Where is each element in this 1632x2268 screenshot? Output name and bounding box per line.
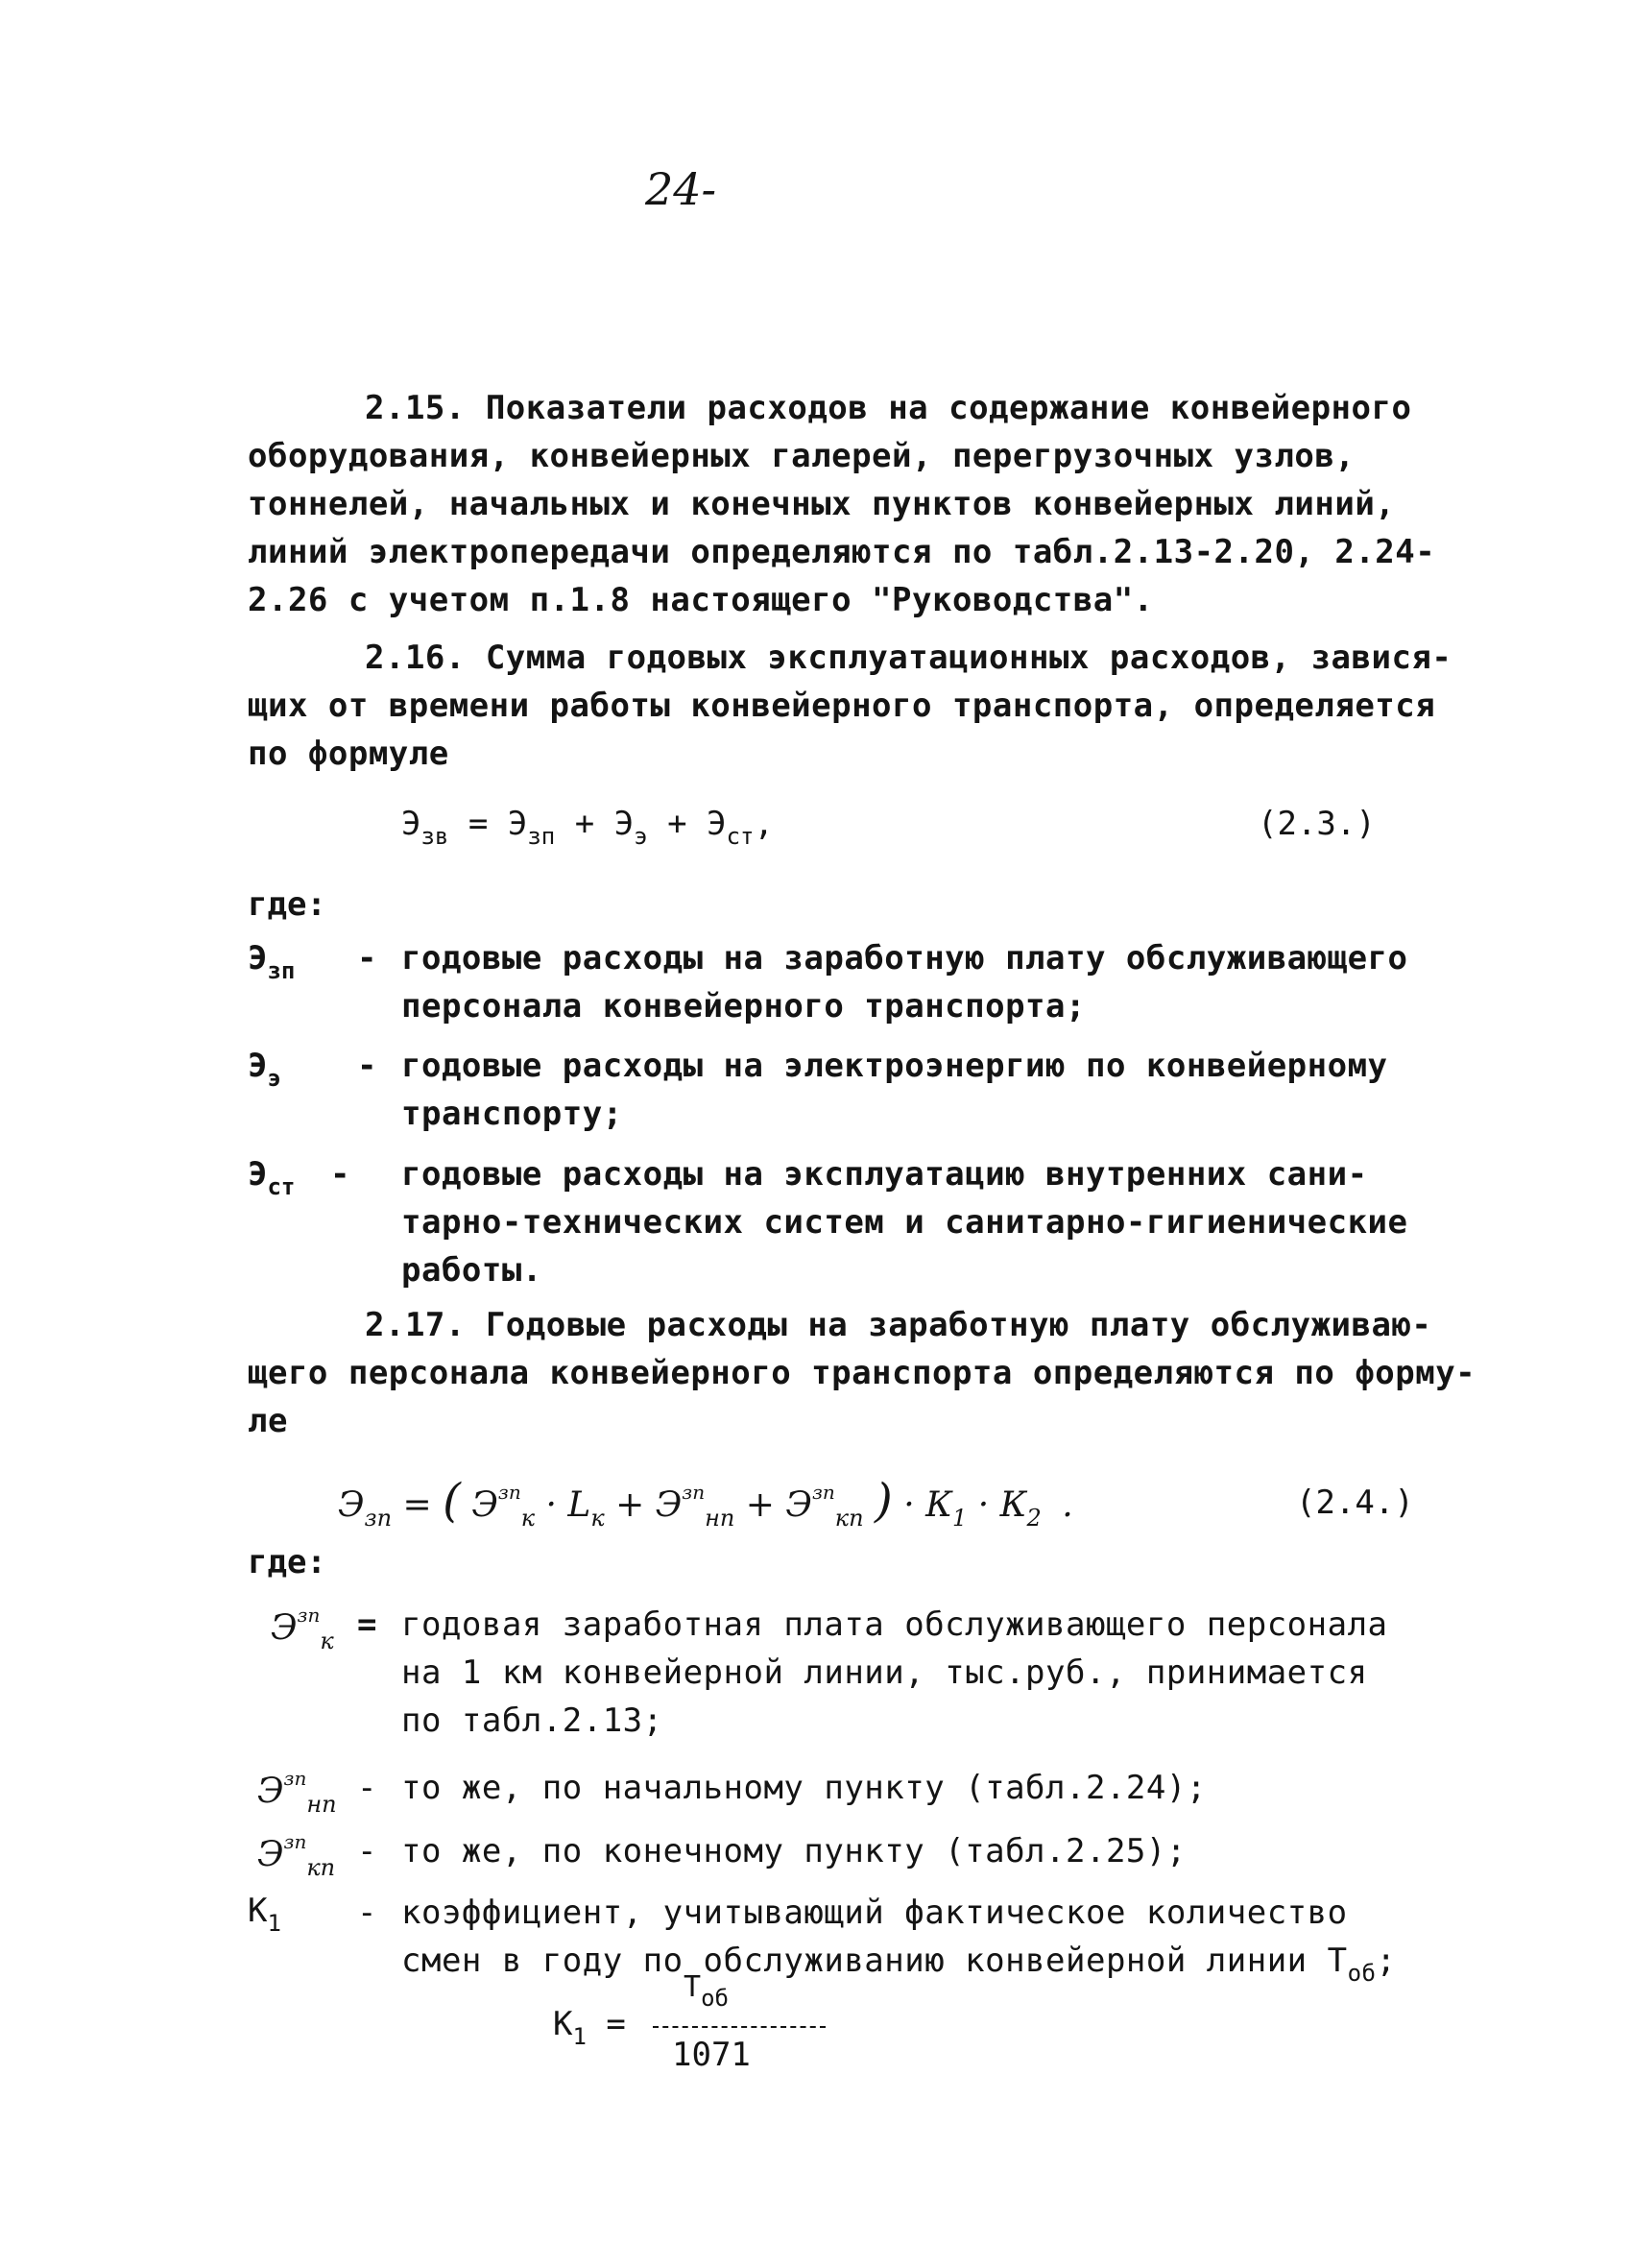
paragraph-line: 2.16. Сумма годовых эксплуатационных расходов, завися- xyxy=(365,639,1452,677)
definition-symbol: $Э_{ст}$ xyxy=(248,1155,296,1200)
formula-operator: + xyxy=(667,805,687,843)
definition-symbol: $Э_{зп}$ xyxy=(248,939,296,984)
definition-symbol: $Э^{зп}_к$ xyxy=(271,1604,334,1654)
definition-dash: - xyxy=(357,1769,377,1807)
definition-text: то же, по начальному пункту (табл.2.24); xyxy=(401,1769,1207,1807)
paragraph-line: тоннелей, начальных и конечных пунктов конвейерных линий, xyxy=(248,485,1396,523)
formula-term: Э xyxy=(707,805,727,843)
definition-dash: - xyxy=(357,1894,377,1932)
k1-formula-denominator: 1071 xyxy=(672,2036,751,2074)
paragraph-line: щего персонала конвейерного транспорта определяются по форму- xyxy=(248,1354,1476,1392)
paragraph-line: щих от времени работы конвейерного транспорта, определяется xyxy=(248,687,1436,725)
definition-text: работы. xyxy=(401,1251,542,1290)
formula-subscript: ст xyxy=(726,823,755,850)
definition-text: годовые расходы на заработную плату обслуживающего xyxy=(401,939,1408,977)
definition-text: персонала конвейерного транспорта; xyxy=(401,987,1086,1025)
formula-subscript: зв xyxy=(420,823,449,850)
page-number: 24- xyxy=(645,163,717,215)
definition-text: годовая заработная плата обслуживающего персонала xyxy=(401,1605,1388,1644)
formula-term: Э xyxy=(401,805,421,843)
definition-symbol: $Э^{зп}_{кп}$ xyxy=(257,1830,336,1881)
formula-term: Э xyxy=(613,805,635,843)
paragraph-line: линий электропередачи определяются по табл.2.13-2.20, 2.24- xyxy=(248,533,1436,571)
definition-dash: = xyxy=(357,1605,377,1644)
definition-text: годовые расходы на эксплуатацию внутренних сани- xyxy=(401,1155,1368,1194)
k1-formula-numerator: $Т_{об}$ xyxy=(684,1970,729,2012)
formula-number: (2.4.) xyxy=(1296,1484,1414,1522)
formula-operator: + xyxy=(574,805,595,843)
definition-dash: - xyxy=(357,1832,377,1870)
definition-text: годовые расходы на электроэнергию по конвейерному xyxy=(401,1047,1388,1085)
definition-text: на 1 км конвейерной линии, тыс.руб., принимается xyxy=(401,1653,1368,1692)
formula-subscript: зп xyxy=(527,823,556,850)
formula-term: Э xyxy=(507,805,528,843)
fraction-bar xyxy=(653,2026,826,2028)
definition-dash: - xyxy=(357,1047,377,1085)
paragraph-line: 2.26 с учетом п.1.8 настоящего "Руководства". xyxy=(248,581,1154,619)
where-label: где: xyxy=(248,885,326,924)
definition-text: коэффициент, учитывающий фактическое количество xyxy=(401,1894,1348,1932)
definition-text: тарно-технических систем и санитарно-гигиенические xyxy=(401,1203,1408,1242)
paragraph-line: оборудования, конвейерных галерей, перегрузочных узлов, xyxy=(248,437,1356,475)
definition-dash: - xyxy=(357,939,377,977)
k1-formula-lhs: $К_1$ = xyxy=(553,2005,626,2050)
formula-operator: = xyxy=(468,805,489,843)
formula-2-3 xyxy=(401,805,774,850)
definition-symbol: $Э^{зп}_{нп}$ xyxy=(257,1767,337,1818)
formula-number: (2.3.) xyxy=(1258,805,1376,843)
definition-symbol: $К_1$ xyxy=(248,1892,281,1937)
definition-dash: - xyxy=(330,1155,350,1194)
paragraph-line: 2.15. Показатели расходов на содержание конвейерного xyxy=(365,389,1412,427)
formula-punct: , xyxy=(754,805,774,843)
formula-subscript: э xyxy=(634,823,648,850)
definition-text: транспорту; xyxy=(401,1095,623,1133)
paragraph-line: 2.17. Годовые расходы на заработную плату обслуживаю- xyxy=(365,1306,1432,1344)
definition-symbol: $Э_э$ xyxy=(248,1047,281,1092)
definition-text: по табл.2.13; xyxy=(401,1701,663,1740)
where-label: где: xyxy=(248,1543,326,1581)
definition-text: то же, по конечному пункту (табл.2.25); xyxy=(401,1832,1187,1870)
formula-2-4: $Э_{зп}$ = ( $Э^{зп}_к \cdot L_к + Э^{зп}_{нп} + Э^{зп}_{кп}$ ) · $К_1 \cdot К_2$ . xyxy=(338,1474,1073,1532)
paragraph-line: по формуле xyxy=(248,735,449,773)
paragraph-line: ле xyxy=(248,1402,288,1440)
definition-text: смен в году по обслуживанию конвейерной линии $Т_{об}$; xyxy=(401,1942,1397,1987)
